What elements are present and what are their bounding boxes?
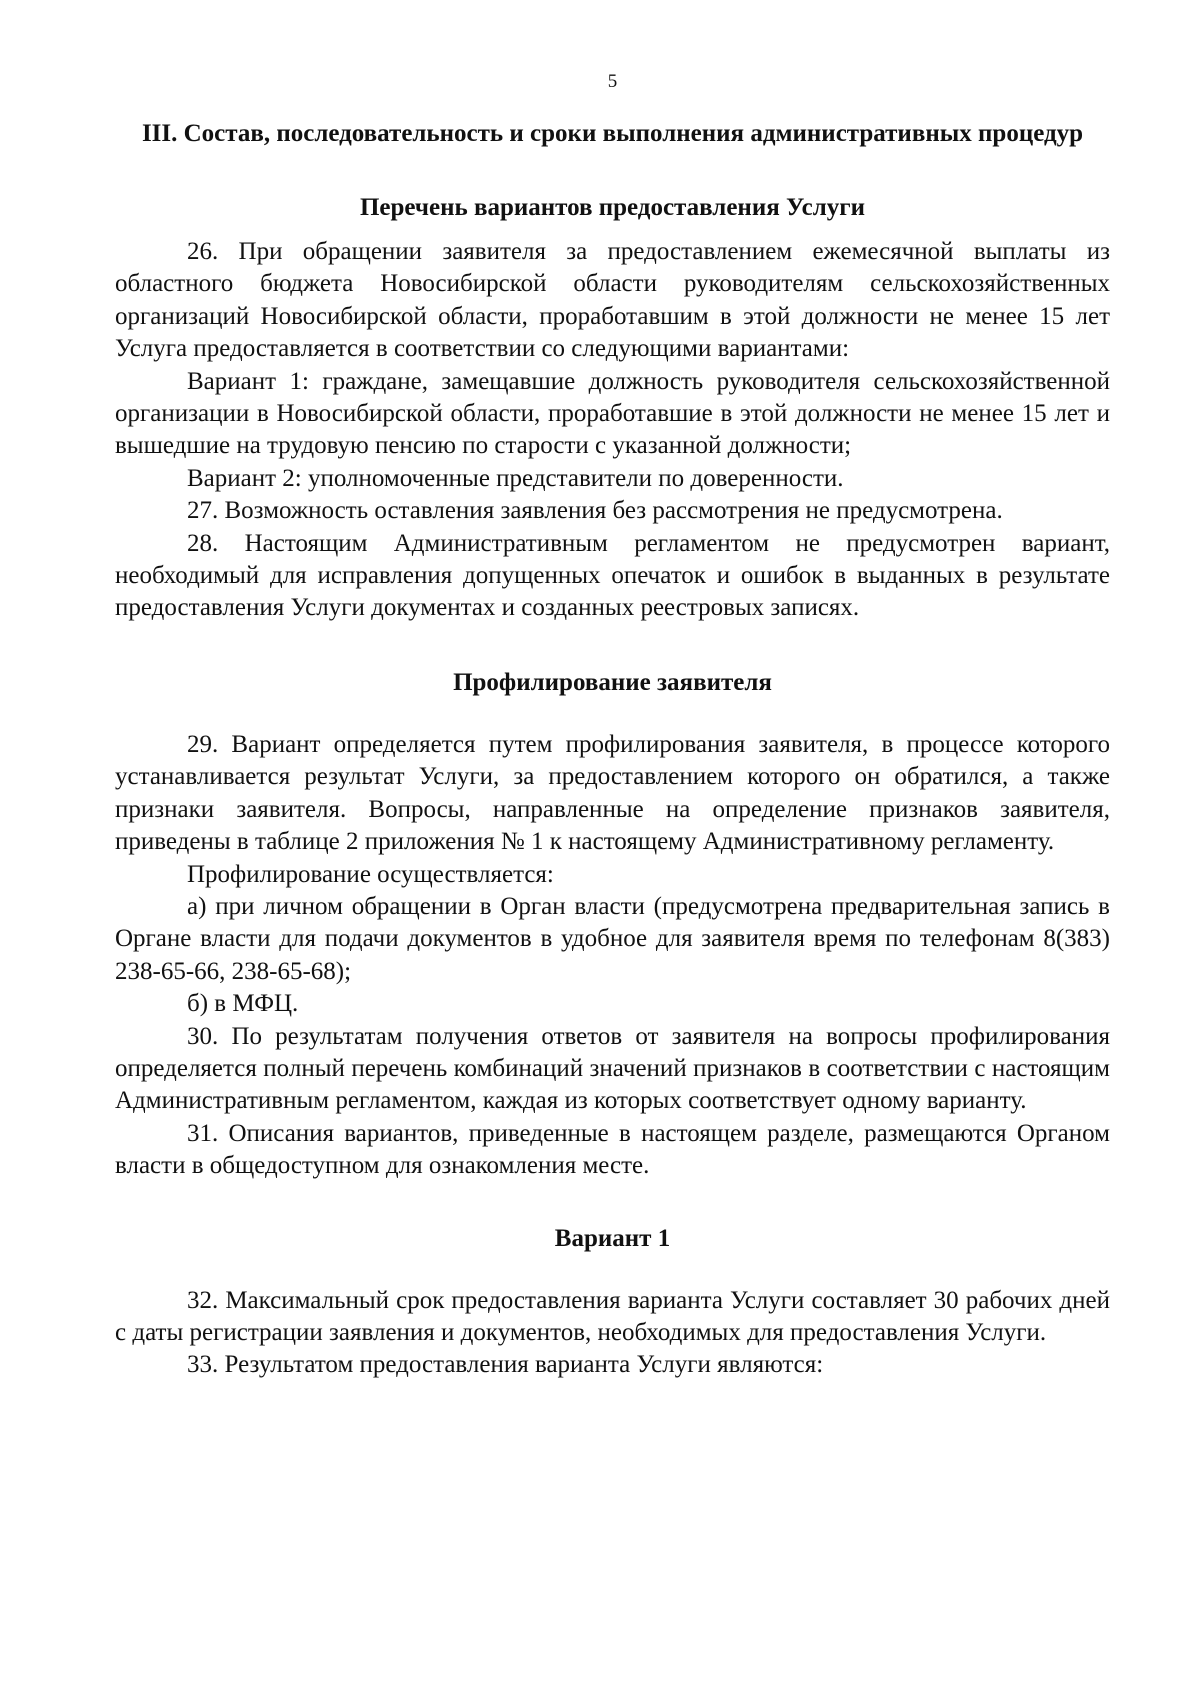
paragraph-variant-1: Вариант 1: граждане, замещавшие должность руководителя сельскохозяйственной организации в Новосибирской области, проработавшие в этой должности не менее 15 лет и вышедшие на трудовую пенсию по старости с указанной должности; [115, 367, 1110, 460]
paragraph-28: 28. Настоящим Административным регламентом не предусмотрен вариант, необходимый для исправления допущенных опечаток и ошибок в выданных в результате предоставления Услуги документах и созданных реестровых записях. [115, 529, 1110, 622]
subsection-heading-variants-list: Перечень вариантов предоставления Услуги [359, 194, 866, 221]
document-page [115, 60, 1110, 1382]
paragraph-profiling-a: а) при личном обращении в Орган власти (предусмотрена предварительная запись в Органе власти для подачи документов в удобное для заявителя время по телефонам 8(383) 238-65-66, 238-65-68); [115, 892, 1110, 985]
paragraph-profiling-intro: Профилирование осуществляется: [187, 860, 554, 888]
paragraph-33: 33. Результатом предоставления варианта Услуги являются: [187, 1351, 824, 1379]
subsection-heading-variant-1: Вариант 1 [554, 1224, 671, 1252]
page-number: 5 [607, 71, 618, 92]
subsection-body-variants-list [115, 236, 1110, 625]
paragraph-31: 31. Описания вариантов, приведенные в настоящем разделе, размещаются Органом власти в общедоступном для ознакомления месте. [115, 1119, 1110, 1180]
subsection-heading-profiling: Профилирование заявителя [453, 668, 772, 696]
section-title: III. Состав, последовательность и сроки выполнения административных процедур [141, 120, 1084, 147]
paragraph-29: 29. Вариант определяется путем профилирования заявителя, в процессе которого устанавливается результат Услуги, за предоставлением которого он обратился, а также признаки заявителя. Вопросы, направленные на определение признаков заявителя, приведены в таблице 2 приложения № 1 к настоящему Административному регламенту. [115, 730, 1110, 856]
paragraph-variant-2: Вариант 2: уполномоченные представители по доверенности. [187, 464, 844, 492]
paragraph-profiling-b: б) в МФЦ. [187, 990, 299, 1018]
paragraph-30: 30. По результатам получения ответов от заявителя на вопросы профилирования определяется полный перечень комбинаций значений признаков в соответствии с настоящим Административным регламентом, каждая из которых соответствует одному варианту. [115, 1022, 1110, 1115]
subsection-body-profiling [115, 729, 1110, 1183]
paragraph-26: 26. При обращении заявителя за предоставлением ежемесячной выплаты из областного бюджета Новосибирской области руководителям сельскохозяйственных организаций Новосибирской области, проработавшим в этой должности не менее 15 лет Услуга предоставляется в соответствии со следующими вариантами: [115, 238, 1110, 363]
subsection-body-variant-1 [115, 1285, 1110, 1382]
paragraph-27: 27. Возможность оставления заявления без рассмотрения не предусмотрена. [187, 497, 1003, 525]
paragraph-32: 32. Максимальный срок предоставления варианта Услуги составляет 30 рабочих дней с даты регистрации заявления и документов, необходимых для предоставления Услуги. [115, 1286, 1110, 1346]
